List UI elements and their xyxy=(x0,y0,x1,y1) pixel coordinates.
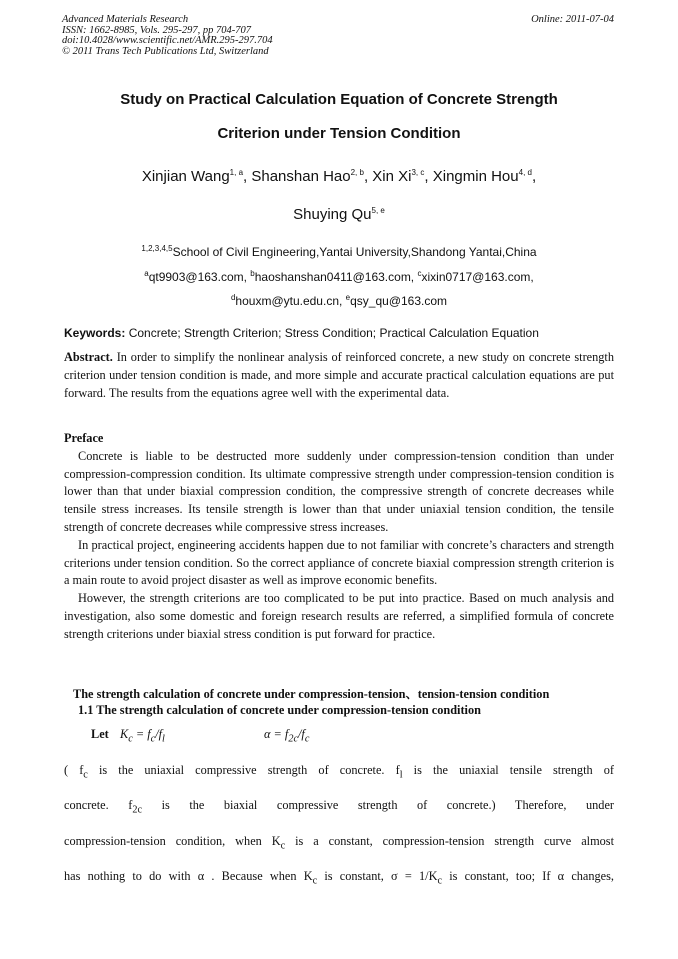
body-line-1 xyxy=(64,763,614,780)
eq-symbol: /f xyxy=(155,727,163,741)
journal-doi: doi:10.4028/www.scientific.net/AMR.295-297.704 xyxy=(62,35,273,46)
journal-copyright: © 2011 Trans Tech Publications Ltd, Switzerland xyxy=(62,45,269,57)
journal-issn: ISSN: 1662-8985, Vols. 295-297, pp 704-707 xyxy=(62,24,251,36)
eq-sub: l xyxy=(162,733,165,745)
affiliation xyxy=(0,245,678,259)
journal-name: Advanced Materials Research xyxy=(62,14,189,25)
body-text: is the uniaxial tensile strength of xyxy=(402,763,614,777)
let-label: Let xyxy=(91,727,109,741)
preface-heading: Preface xyxy=(64,431,104,445)
eq-sub: c xyxy=(304,733,310,745)
email: qsy_qu@163.com xyxy=(350,294,448,308)
eq-symbol: α = f xyxy=(264,727,289,741)
eq-symbol: = f xyxy=(132,727,151,741)
subsection-heading: 1.1 The strength calculation of concrete under compression-tension condition xyxy=(78,703,481,717)
author-name: Shanshan Hao xyxy=(251,168,351,185)
author-sup: 1, a xyxy=(229,168,244,177)
preface-paragraph-3: However, the strength criterions are too complicated to be put into practice. Based on much analysis and investigation, also some domestic and foreign research results are referred, a simplified formula of concrete strength criterions under biaxial stress condition is put forward for practice. xyxy=(64,591,614,641)
online-date: Online: 2011-07-04 xyxy=(531,14,614,25)
author-name: Shuying Qu xyxy=(293,206,372,223)
body-text: is constant, σ = 1/K xyxy=(317,869,438,883)
journal-header xyxy=(62,15,273,57)
keywords-text: Concrete; Strength Criterion; Stress Condition; Practical Calculation Equation xyxy=(125,326,539,340)
eq-symbol: K xyxy=(120,727,129,741)
eq-symbol: /f xyxy=(298,727,305,741)
body-line-3 xyxy=(64,834,614,851)
equation-kc xyxy=(120,727,165,744)
preface-paragraph-1: Concrete is liable to be destructed more suddenly under compression-tension condition than under compression-compression condition. Its ultimate compressive strength under compression-tension condition is lower than that under biaxial compression condition, the compressive strength of concrete decreases while tensile stress increases. Its tensile strength is lower than that under uniaxial tension condition, the tensile strength of concrete decreases while compressive stress increases. xyxy=(64,448,614,534)
body-text: is constant, too; If α changes, xyxy=(442,869,615,883)
author-list-line2 xyxy=(0,206,678,223)
body-text: compression-tension condition, when K xyxy=(64,834,281,848)
email: xixin0717@163.com, xyxy=(421,270,534,284)
keywords xyxy=(64,326,539,340)
body-sub: c xyxy=(83,769,88,781)
author-sup: 5, e xyxy=(371,206,385,215)
abstract-label: Abstract. xyxy=(64,350,113,364)
preface-paragraph-2: In practical project, engineering accidents happen due to not familiar with concrete’s characters and strength criterions under tension condition. So the correct appliance of concrete biaxial compression strength criterion is a main route to avoid project disaster as well as improve economic benefits. xyxy=(64,537,614,588)
equation-alpha xyxy=(264,727,309,744)
body-text: is the biaxial compressive strength of concrete.) Therefore, under xyxy=(142,798,615,812)
abstract xyxy=(64,349,614,402)
eq-sub: c xyxy=(150,733,156,745)
body-line-2 xyxy=(64,798,614,815)
body-text: is a constant, compression-tension strength curve almost xyxy=(285,834,614,848)
body-sub: l xyxy=(399,769,403,781)
author-list: Xinjian Wang$^{1, a}$, Shanshan Hao$^{2, b}$, Xin Xi$^{3, c}$, Xingmin Hou$^{4, d}$, xyxy=(141,168,537,185)
eq-sub: c xyxy=(128,733,133,745)
body-sub: c xyxy=(280,840,286,852)
author-name: Xin Xi xyxy=(372,168,412,185)
author-name: Xingmin Hou xyxy=(432,168,519,185)
abstract-text: In order to simplify the nonlinear analysis of reinforced concrete, a new study on concrete strength criterion under tension condition is made, and more simple and accurate practical calculation equations are put forward. The results from the equations agree well with the experimental data. xyxy=(64,350,614,400)
emails-line1 xyxy=(0,270,678,284)
body-sub: c xyxy=(312,875,318,887)
paper-title-line2: Criterion under Tension Condition xyxy=(217,125,461,142)
author-sup: 4, d xyxy=(518,168,532,177)
section-heading: The strength calculation of concrete under compression-tension、tension-tension condition xyxy=(73,687,550,701)
email-sup: b xyxy=(250,269,255,278)
email: houxm@ytu.edu.cn, xyxy=(235,294,346,308)
paper-title-line1: Study on Practical Calculation Equation of Concrete Strength xyxy=(120,91,558,108)
emails-line2 xyxy=(0,294,678,308)
affiliation-text: School of Civil Engineering,Yantai University,Shandong Yantai,China xyxy=(172,245,537,259)
body-line-4 xyxy=(64,869,614,886)
preface-section xyxy=(64,430,614,644)
email-sup: e xyxy=(345,293,351,302)
keywords-label: Keywords: xyxy=(64,326,126,340)
body-sub: 2c xyxy=(132,804,143,816)
body-sub: c xyxy=(437,875,443,887)
eq-sub: 2c xyxy=(288,733,299,745)
body-text: has nothing to do with α . Because when K xyxy=(64,869,313,883)
email-sup: d xyxy=(230,293,236,302)
email-sup: a xyxy=(144,269,149,278)
body-text: ( f xyxy=(64,763,84,777)
email-sup: c xyxy=(417,269,422,278)
affiliation-sup: 1,2,3,4,5 xyxy=(141,244,173,253)
email: qt9903@163.com, xyxy=(148,270,251,284)
author-name: Xinjian Wang xyxy=(141,168,230,185)
email: haoshanshan0411@163.com, xyxy=(254,270,418,284)
body-text: is the uniaxial compressive strength of concrete. f xyxy=(87,763,400,777)
author-sup: 3, c xyxy=(411,168,425,177)
author-sup: 2, b xyxy=(350,168,364,177)
body-text: concrete. f xyxy=(64,798,133,812)
